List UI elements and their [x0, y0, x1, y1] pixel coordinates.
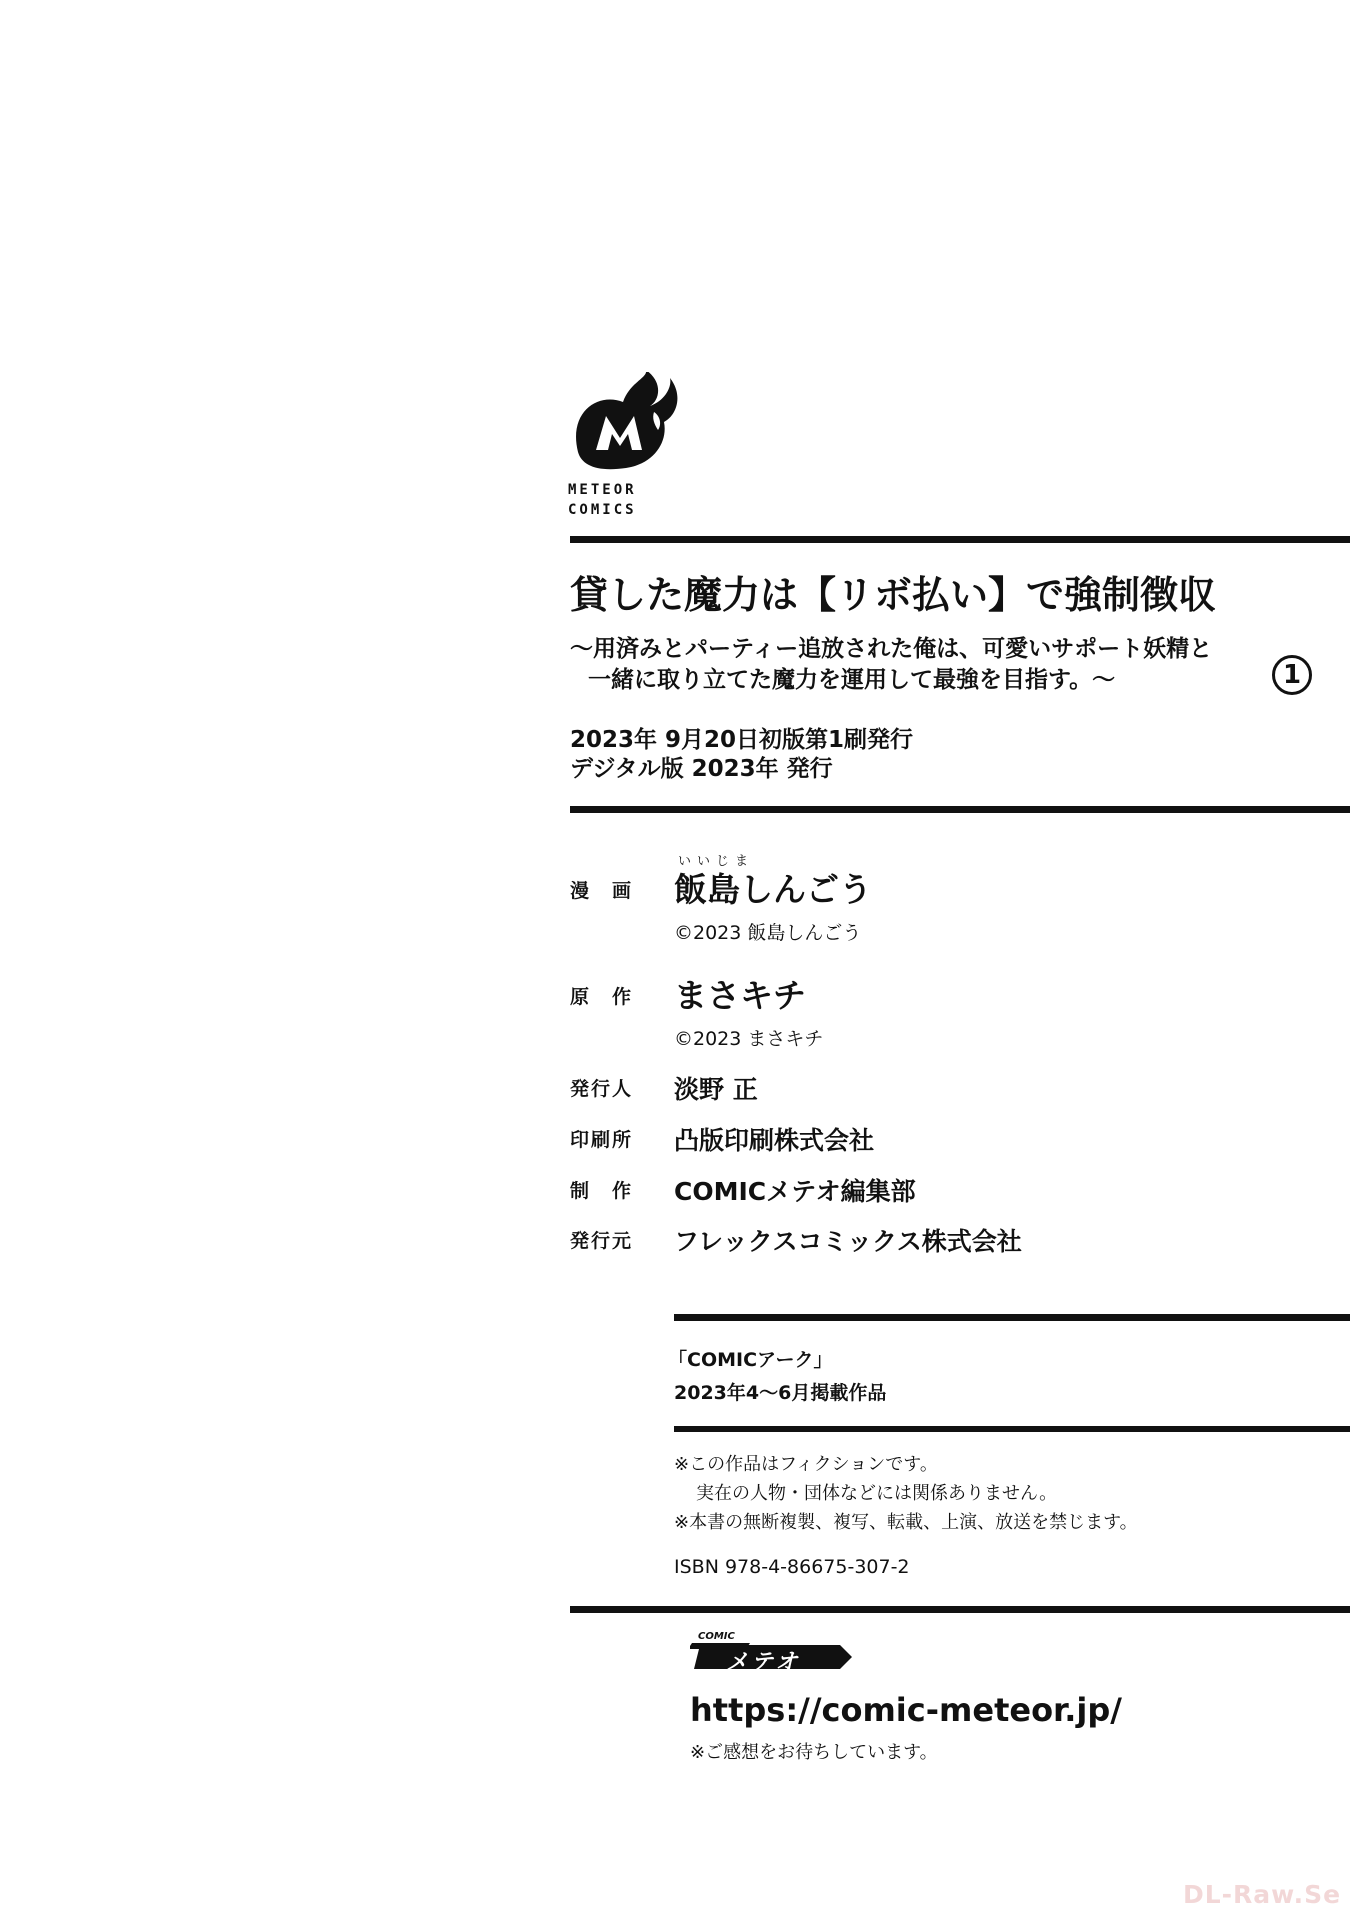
credit-manga: [570, 850, 1270, 946]
flame-m-emblem-icon: [568, 372, 688, 472]
book-subtitle-line2: 一緒に取り立てた魔力を運用して最強を目指す。～: [588, 667, 1116, 693]
book-subtitle-line1: ～用済みとパーティー追放された俺は、可愛いサポート妖精と: [570, 636, 1213, 662]
credit-printer: [570, 1121, 1270, 1157]
volume-number-badge: [1272, 655, 1312, 695]
divider-serialization: [674, 1314, 1350, 1321]
credit-publisher-person: [570, 1070, 1270, 1106]
notice-fiction: ※この作品はフィクションです。: [674, 1454, 938, 1475]
credit-value-original-work: まさキチ: [674, 976, 806, 1015]
website-url[interactable]: https://comic-meteor.jp/: [690, 1691, 1122, 1729]
credit-value-manga: 飯島しんごう: [674, 870, 872, 909]
credit-label-manga: 漫 画: [570, 880, 634, 902]
credit-label-publisher-person: 発行人: [570, 1078, 634, 1100]
book-title: 貸した魔力は【リボ払い】で強制徴収: [570, 573, 1217, 617]
credit-copyright-original-work: ©2023 まさキチ: [674, 1028, 824, 1050]
credit-original-work: [570, 970, 1270, 1050]
serialization-magazine: 「COMICアーク」: [668, 1349, 833, 1371]
credit-copyright-manga: ©2023 飯島しんごう: [674, 922, 862, 944]
volume-number: 1: [1282, 660, 1302, 690]
divider-notices: [674, 1426, 1350, 1432]
credit-value-publisher-person: 淡野 正: [674, 1075, 758, 1104]
comic-meteor-web-logo: [690, 1633, 860, 1681]
watermark: DL-Raw.Se: [1183, 1880, 1342, 1909]
meteor-comics-logo: [568, 372, 688, 518]
credit-publisher: [570, 1222, 1270, 1258]
feedback-note: ※ご感想をお待ちしています。: [690, 1742, 938, 1763]
logo-text-meteor: METEOR: [568, 482, 637, 498]
divider-middle: [570, 806, 1350, 813]
web-logo-small-text: COMIC: [698, 1631, 735, 1642]
credit-label-publisher: 発行元: [570, 1230, 634, 1252]
credit-label-production: 制 作: [570, 1180, 634, 1202]
isbn: ISBN 978-4-86675-307-2: [674, 1556, 910, 1578]
credit-value-publisher: フレックスコミックス株式会社: [674, 1227, 1022, 1256]
divider-top: [570, 536, 1350, 543]
credit-label-printer: 印刷所: [570, 1129, 634, 1151]
credit-label-original-work: 原 作: [570, 986, 634, 1008]
credit-ruby-manga: いいじま: [678, 854, 755, 869]
credit-value-printer: 凸版印刷株式会社: [674, 1126, 875, 1155]
notice-copyright: ※本書の無断複製、複写、転載、上演、放送を禁じます。: [674, 1512, 1138, 1533]
serialization-period: 2023年4～6月掲載作品: [674, 1382, 887, 1404]
first-edition-date: 2023年 9月20日初版第1刷発行: [570, 727, 914, 753]
credit-value-production: COMICメテオ編集部: [674, 1177, 916, 1206]
notice-fiction-detail: 実在の人物・団体などには関係ありません。: [696, 1483, 1058, 1504]
web-logo-large-text: メテオ: [726, 1650, 801, 1675]
digital-edition-date: デジタル版 2023年 発行: [570, 756, 833, 782]
logo-text-comics: COMICS: [568, 502, 637, 518]
credit-production: [570, 1172, 1270, 1208]
divider-bottom: [570, 1606, 1350, 1613]
